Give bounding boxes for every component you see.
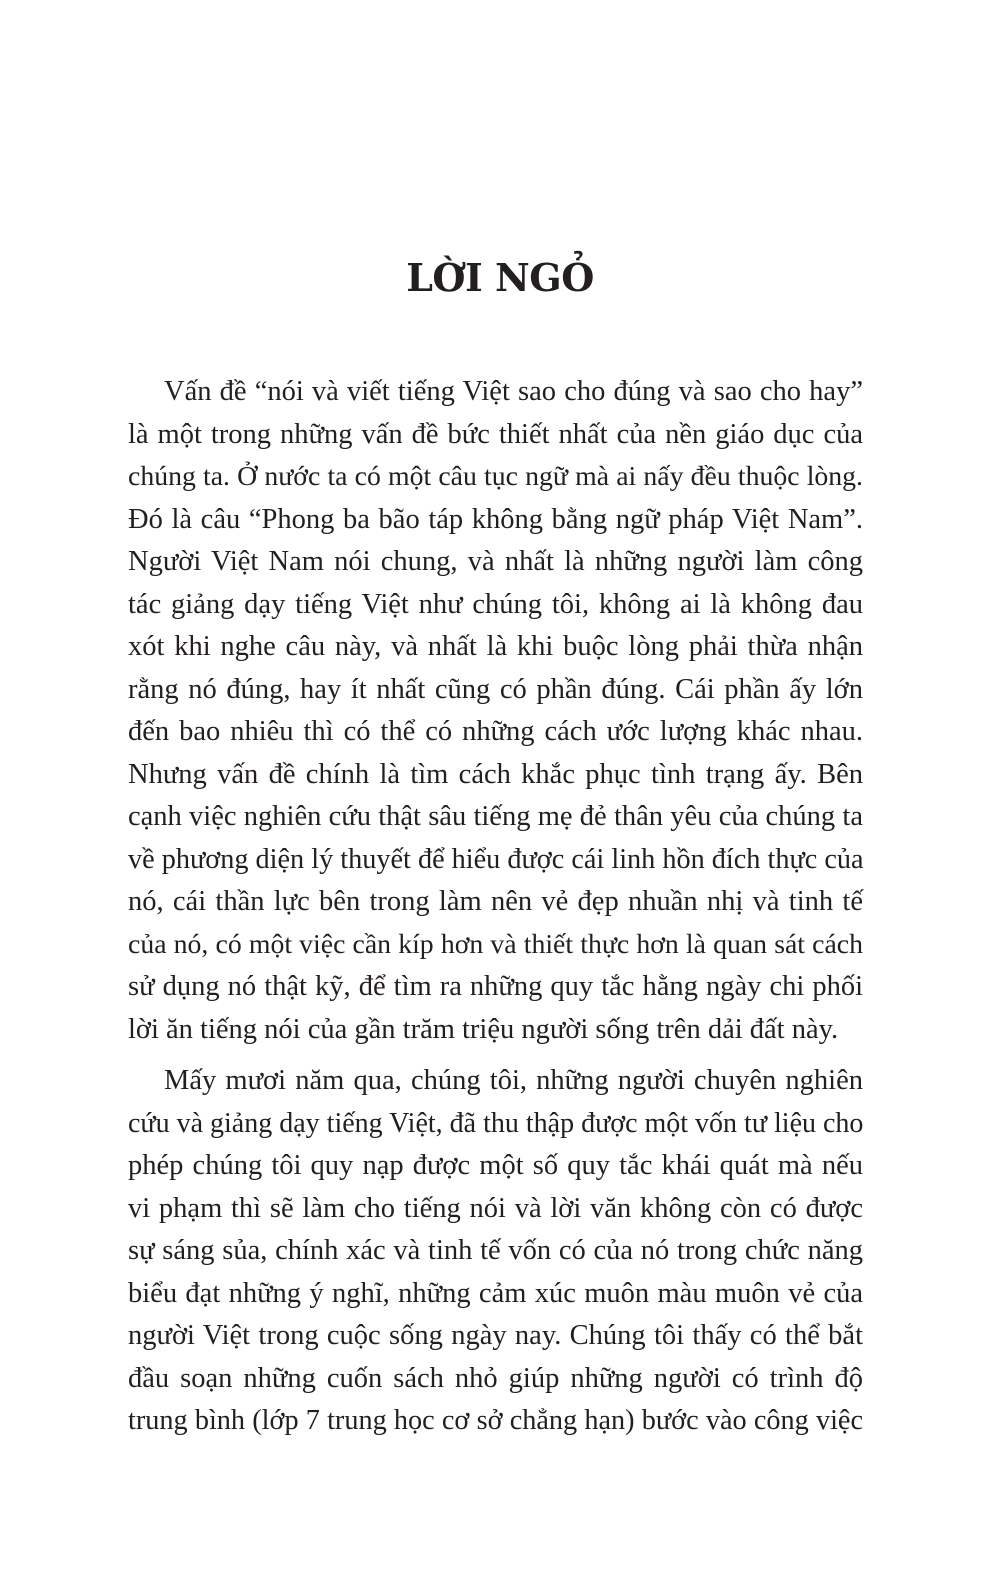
text-line: là một trong những vấn đề bức thiết nhất của nền giáo dục của [128,418,863,450]
text-line: đầu soạn những cuốn sách nhỏ giúp những người có trình độ [128,1362,863,1394]
paragraph-2 [128,1060,863,1443]
text-line: Nhưng vấn đề chính là tìm cách khắc phục tình trạng ấy. Bên [128,758,863,790]
text-line: sử dụng nó thật kỹ, để tìm ra những quy tắc hằng ngày chi phối [128,971,863,1002]
page-title: LỜI NGỎ [406,255,594,300]
text-line: người Việt trong cuộc sống ngày nay. Chúng tôi thấy có thể bắt [128,1320,863,1351]
text-line: lời ăn tiếng nói của gần trăm triệu người sống trên dải đất này. [128,1013,839,1045]
text-line: tác giảng dạy tiếng Việt như chúng tôi, không ai là không đau [128,588,863,620]
text-line: của nó, có một việc cần kíp hơn và thiết thực hơn là quan sát cách [128,928,863,960]
text-line: trung bình (lớp 7 trung học cơ sở chẳng hạn) bước vào công việc [128,1405,863,1436]
body-text [128,371,863,1443]
text-line: phép chúng tôi quy nạp được một số quy tắc khái quát mà nếu [128,1150,863,1181]
text-line: sự sáng sủa, chính xác và tinh tế vốn có của nó trong chức năng [128,1235,863,1266]
text-line: vi phạm thì sẽ làm cho tiếng nói và lời văn không còn có được [128,1192,863,1224]
text-line: cạnh việc nghiên cứu thật sâu tiếng mẹ đẻ thân yêu của chúng ta [128,801,863,832]
paragraph-1 [128,371,863,1051]
text-line: Mấy mươi năm qua, chúng tôi, những người chuyên nghiên [164,1065,863,1096]
text-line: nó, cái thần lực bên trong làm nên vẻ đẹp nhuần nhị và tinh tế [128,886,863,917]
text-line: rằng nó đúng, hay ít nhất cũng có phần đúng. Cái phần ấy lớn [128,673,863,705]
text-line: về phương diện lý thuyết để hiểu được cái linh hồn đích thực của [128,843,864,875]
text-line: Người Việt Nam nói chung, và nhất là những người làm công [128,546,863,577]
text-line: biểu đạt những ý nghĩ, những cảm xúc muôn màu muôn vẻ của [128,1277,863,1309]
text-line: chúng ta. Ở nước ta có một câu tục ngữ mà ai nấy đều thuộc lòng. [128,461,863,492]
text-line: Vấn đề “nói và viết tiếng Việt sao cho đúng và sao cho hay” [164,376,863,407]
text-line: cứu và giảng dạy tiếng Việt, đã thu thập được một vốn tư liệu cho [128,1107,864,1139]
text-line: xót khi nghe câu này, và nhất là khi buộc lòng phải thừa nhận [128,631,863,662]
text-line: đến bao nhiêu thì có thể có những cách ước lượng khác nhau. [128,716,863,747]
text-line: Đó là câu “Phong ba bão táp không bằng ngữ pháp Việt Nam”. [128,503,863,535]
